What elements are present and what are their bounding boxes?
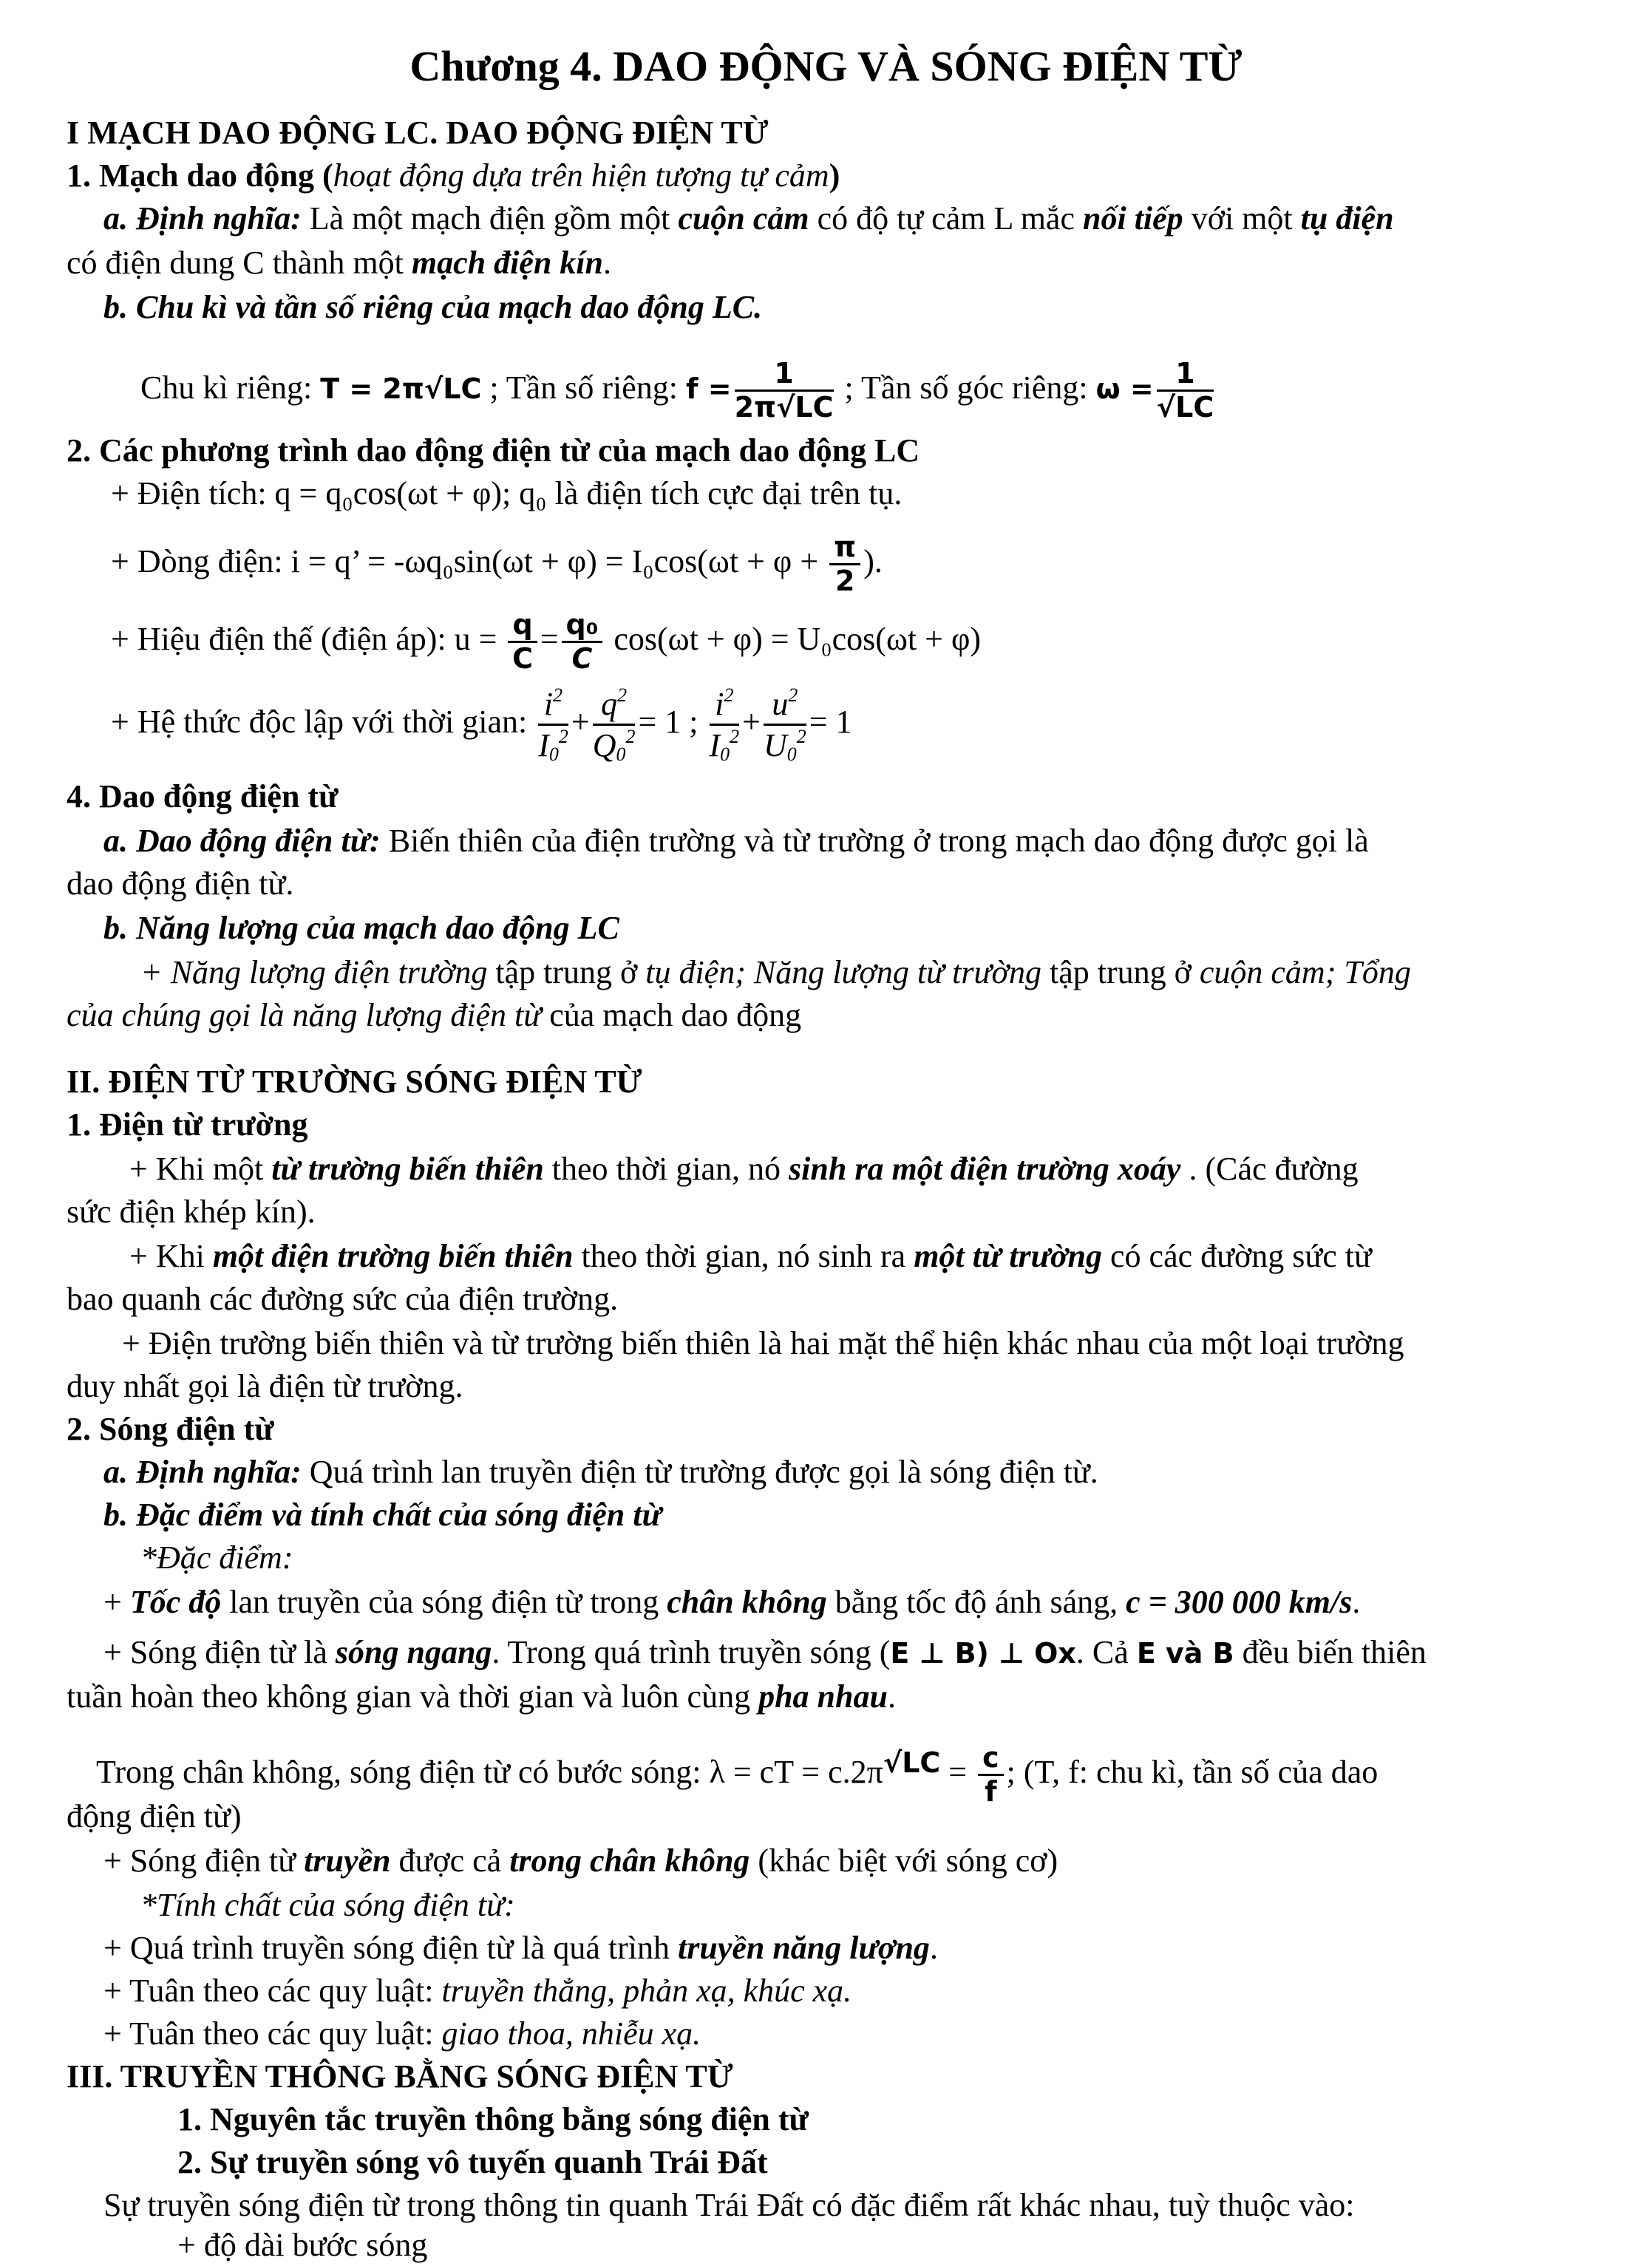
angular-frequency-fraction: $\frac{1}{√LC}$ xyxy=(1156,356,1214,424)
section-1-heading: I MẠCH DAO ĐỘNG LC. DAO ĐỘNG ĐIỆN TỪ xyxy=(67,115,769,151)
em-oscillation-def-cont: dao động điện từ. xyxy=(67,865,294,902)
property-1: + Quá trình truyền sóng điện từ là quá trình truyền năng lượng. xyxy=(103,1930,938,1966)
current-equation: + Dòng điện: i = q’ = -ωq₀sin(ωt + φ) = I₀cos(ωt + φ + $\frac{\pi}{2}$ ). xyxy=(111,530,883,598)
vector-pair: E và B xyxy=(1136,1637,1234,1670)
em-field-3-cont: duy nhất gọi là điện từ trường. xyxy=(67,1368,463,1404)
definition-a: a. Định nghĩa: Là một mạch điện gồm một cuộn cảm có độ tự cảm L mắc nối tiếp với một tụ điện xyxy=(103,200,1394,237)
vacuum-line: + Sóng điện từ truyền được cả trong chân không (khác biệt với sóng cơ) xyxy=(103,1843,1058,1879)
propagation-text: Sự truyền sóng điện từ trong thông tin quanh Trái Đất có đặc điểm rất khác nhau, tuỳ thuộc vào: xyxy=(103,2187,1355,2223)
wavelength-line-cont: động điện từ) xyxy=(67,1798,242,1834)
charge-equation: + Điện tích: q = q₀cos(ωt + φ); q₀ là điện tích cực đại trên tụ. xyxy=(111,475,903,511)
em-field-2-cont: bao quanh các đường sức của điện trường. xyxy=(67,1281,619,1317)
chapter-title: Chương 4. DAO ĐỘNG VÀ SÓNG ĐIỆN TỪ xyxy=(409,42,1243,90)
period-formula: T = 2π√LC xyxy=(320,372,482,405)
frequency-fraction: $\frac{1}{2\pi√LC}$ xyxy=(734,356,834,424)
properties-heading: *Tính chất của sóng điện từ: xyxy=(140,1887,515,1923)
em-field-3: + Điện trường biến thiên và từ trường biến thiên là hai mặt thể hiện khác nhau của một loại trường xyxy=(122,1325,1404,1361)
transverse-line-cont: tuần hoàn theo không gian và thời gian và luôn cùng pha nhau. xyxy=(67,1678,896,1715)
energy-text: + Năng lượng điện trường tập trung ở tụ điện; Năng lượng từ trường tập trung ở cuộn cảm; Tổng xyxy=(140,954,1411,990)
energy-text-cont: của chúng gọi là năng lượng điện từ của mạch dao động xyxy=(67,997,802,1033)
lc-circuit-heading: 1. Mạch dao động (hoạt động dựa trên hiện tượng tự cảm) xyxy=(67,157,840,194)
equations-heading: 2. Các phương trình dao động điện từ của mạch dao động LC xyxy=(67,432,920,469)
em-wave-props-heading: b. Đặc điểm và tính chất của sóng điện từ xyxy=(103,1497,662,1533)
em-field-heading: 1. Điện từ trường xyxy=(67,1106,308,1143)
em-field-2: + Khi một điện trường biến thiên theo thời gian, nó sinh ra một từ trường có các đường sức từ xyxy=(129,1238,1372,1274)
em-wave-heading: 2. Sóng điện từ xyxy=(67,1411,274,1447)
voltage-equation: + Hiệu điện thế (điện áp): u = $\frac{q}{C}$ = $\frac{\text{q₀}}{C}$ cos(ωt + φ) = U₀cos(ωt + φ) xyxy=(111,608,982,676)
vector-relation: E ⊥ B) ⊥ Ox xyxy=(890,1637,1076,1670)
communication-principle: 1. Nguyên tắc truyền thông bằng sóng điện từ xyxy=(177,2101,809,2137)
propagation-bullet: + độ dài bước sóng xyxy=(177,2227,428,2263)
transverse-line: + Sóng điện từ là sóng ngang. Trong quá trình truyền sóng (E ⊥ B) ⊥ Ox. Cả E và B đều biến thiên xyxy=(103,1634,1427,1670)
em-oscillation-heading: 4. Dao động điện từ xyxy=(67,778,339,814)
property-3: + Tuân theo các quy luật: giao thoa, nhiễu xạ. xyxy=(103,2015,701,2052)
em-wave-def: a. Định nghĩa: Quá trình lan truyền điện từ trường được gọi là sóng điện từ. xyxy=(103,1454,1098,1490)
radio-propagation: 2. Sự truyền sóng vô tuyến quanh Trái Đất xyxy=(177,2144,768,2180)
em-oscillation-def: a. Dao động điện từ: Biến thiên của điện trường và từ trường ở trong mạch dao động được gọi là xyxy=(103,823,1369,859)
speed-line: + Tốc độ lan truyền của sóng điện từ trong chân không bằng tốc độ ánh sáng, c = 300 000 km/s. xyxy=(103,1584,1361,1620)
section-2-heading: II. ĐIỆN TỪ TRƯỜNG SÓNG ĐIỆN TỪ xyxy=(67,1064,642,1100)
energy-heading: b. Năng lượng của mạch dao động LC xyxy=(103,910,619,946)
property-2: + Tuân theo các quy luật: truyền thẳng, phản xạ, khúc xạ. xyxy=(103,1973,852,2009)
em-field-1: + Khi một từ trường biến thiên theo thời gian, nó sinh ra một điện trường xoáy . (Các đường xyxy=(129,1151,1359,1187)
section-3-heading: III. TRUYỀN THÔNG BẰNG SÓNG ĐIỆN TỪ xyxy=(67,2058,733,2095)
definition-a-cont: có điện dung C thành một mạch điện kín. xyxy=(67,245,611,281)
independent-relation: + Hệ thức độc lập với thời gian: $\frac{i^2}{I_0^2}$ + $\frac{q^2}{Q_0^2}$ = 1 ; $\frac{i^2}{I_0^2}$ + $\frac{u^2}{U_0^2}$ = 1 xyxy=(111,684,852,765)
period-formulas: Chu kì riêng: T = 2π√LC ; Tần số riêng: f = $\frac{1}{2\pi√LC}$ ; Tần số góc riêng: ω = $\frac{1}{√LC}$ xyxy=(140,356,1214,424)
em-field-1-cont: sức điện khép kín). xyxy=(67,1194,316,1230)
period-heading: b. Chu kì và tần số riêng của mạch dao động LC. xyxy=(103,289,763,325)
wavelength-line: Trong chân không, sóng điện từ có bước sóng: λ = cT = c.2π√LC = $\frac{c}{f}$ ; (T, f: chu kì, tần số của dao xyxy=(96,1741,1379,1809)
features-heading: *Đặc điểm: xyxy=(140,1539,293,1576)
